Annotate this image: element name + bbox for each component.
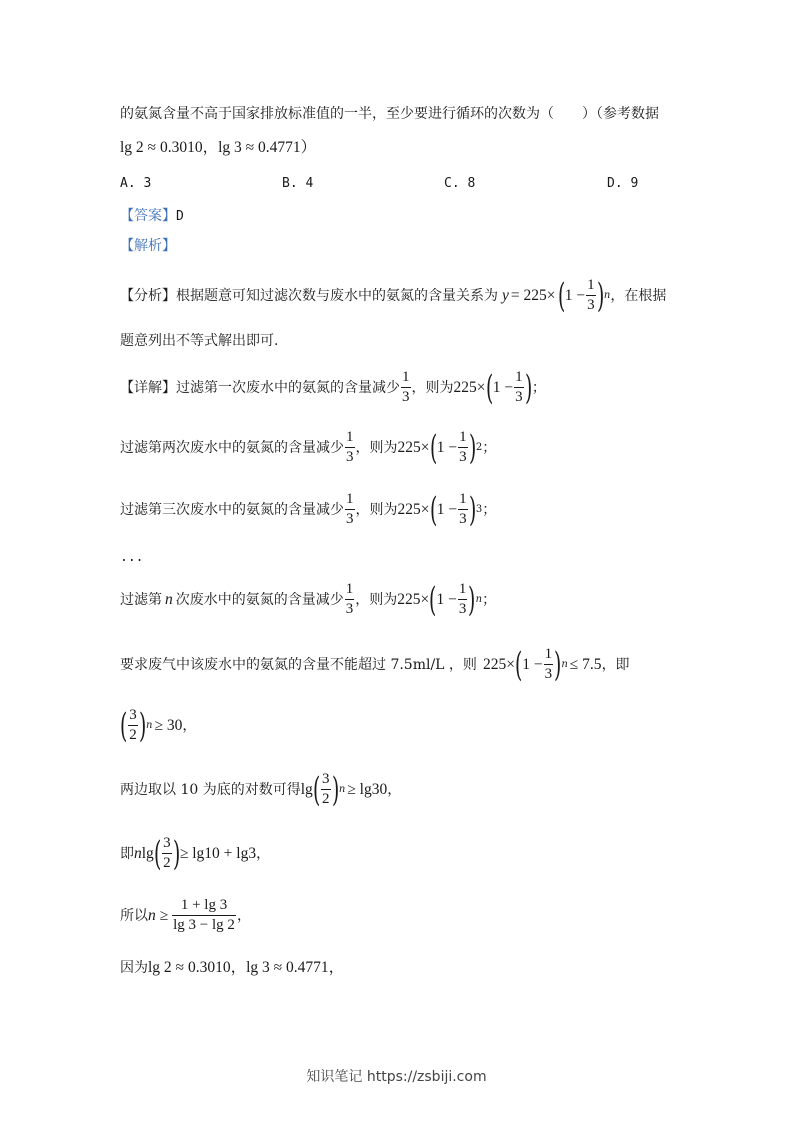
footer-watermark: 知识笔记 https://zsbiji.com xyxy=(306,1069,487,1085)
analysis-tag: 【解析】 xyxy=(120,238,176,254)
detail-tag: 【详解】 xyxy=(120,379,176,396)
fenxi-line: 【分析】 根据题意可知过滤次数与废水中的氨氮的含量关系为 y = 225× ( 1 − $\frac{1}{3}$ ) n ，在根据 xyxy=(120,275,667,316)
option-b: B. 4 xyxy=(282,176,314,191)
fenxi-tag: 【分析】 xyxy=(120,287,176,304)
detail-n-bound: 所以 n ≥ $\frac{1 + \lg 3}{\lg 3 - \lg 2}$ ， xyxy=(120,897,251,933)
answer-line xyxy=(120,206,184,227)
detail-step-n: 过滤第 n 次废水中的氨氮的含量减少 $\frac{1}{3}$ ，则为 225× ( 1 − $\frac{1}{3}$ ) n ； xyxy=(120,579,497,620)
detail-log-both-sides: 两边取以 10 为底的对数可得 lg ( $\frac{3}{2}$ ) n ≥ lg30 ， xyxy=(120,769,402,810)
detail-because: 因为lg 2 ≈ 0.3010，lg 3 ≈ 0.4771， xyxy=(120,959,345,976)
answer-value: D xyxy=(176,209,184,224)
option-c: C. 8 xyxy=(444,176,476,191)
detail-inequality-30: ( $\frac{3}{2}$ ) n ≥ 30 ， xyxy=(119,705,197,746)
answer-tag: 【答案】 xyxy=(120,208,176,224)
detail-n-lg: 即 n lg ( $\frac{3}{2}$ ) ≥ lg10 + lg3 ， xyxy=(120,833,271,874)
option-d: D. 9 xyxy=(607,176,639,191)
detail-requirement: 要求废气中该废水中的氨氮的含量不能超过 7.5ml/L ，则 225× ( 1 − $\frac{1}{3}$ ) n ≤ 7.5 ，即 xyxy=(120,644,630,685)
detail-step-3: 过滤第三次废水中的氨氮的含量减少 $\frac{1}{3}$ ，则为 225× ( 1 − $\frac{1}{3}$ ) 3 ； xyxy=(120,489,497,530)
question-line-1: 的氨氮含量不高于国家排放标准值的一半，至少要进行循环的次数为（ ）（参考数据 xyxy=(120,106,659,122)
fenxi-line-2: 题意列出不等式解出即可. xyxy=(120,333,279,349)
option-a: A. 3 xyxy=(120,176,152,191)
detail-step-1: 【详解】 过滤第一次废水中的氨氮的含量减少 $\frac{1}{3}$ ，则为 225× ( 1 − $\frac{1}{3}$ ) ； xyxy=(120,367,546,408)
ellipsis: ... xyxy=(120,550,144,565)
detail-step-2: 过滤第两次废水中的氨氮的含量减少 $\frac{1}{3}$ ，则为 225× ( 1 − $\frac{1}{3}$ ) 2 ； xyxy=(120,427,497,468)
question-reference-data: lg 2 ≈ 0.3010，lg 3 ≈ 0.4771） xyxy=(120,139,317,156)
